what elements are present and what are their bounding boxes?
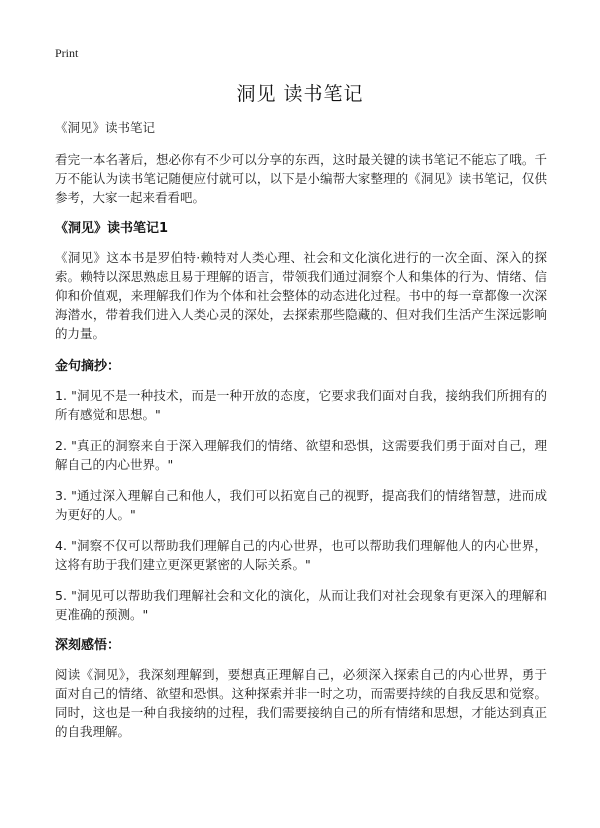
print-link[interactable]: Print [55, 46, 79, 60]
quote-item-1: 1. "洞见不是一种技术，而是一种开放的态度，它要求我们面对自我，接纳我们所拥有的所有感觉和思想。" [55, 388, 547, 422]
page-title: 洞见 读书笔记 [236, 83, 364, 105]
quote-item-2: 2. "真正的洞察来自于深入理解我们的情绪、欲望和恐惧，这需要我们勇于面对自己，理解自己的内心世界。" [55, 438, 547, 472]
document-body [55, 118, 547, 755]
intro-paragraph: 看完一本名著后，想必你有不少可以分享的东西，这时最关键的读书笔记不能忘了哦。千万不能认为读书笔记随便应付就可以，以下是小编帮大家整理的《洞见》读书笔记，仅供参考，大家一起来看看吧。 [55, 152, 547, 205]
quotes-heading: 金句摘抄： [55, 359, 121, 374]
quote-item-3: 3. "通过深入理解自己和他人，我们可以拓宽自己的视野，提高我们的情绪智慧，进而成为更好的人。" [55, 488, 547, 522]
insight-paragraph: 阅读《洞见》，我深刻理解到，要想真正理解自己，必须深入探索自己的内心世界，勇于面对自己的情绪、欲望和恐惧。这种探索并非一时之功，而需要持续的自我反思和觉察。同时，这也是一种自我接纳的过程，我们需要接纳自己的所有情绪和思想，才能达到真正的自我理解。 [55, 667, 547, 739]
quote-item-4: 4. "洞察不仅可以帮助我们理解自己的内心世界，也可以帮助我们理解他人的内心世界，这将有助于我们建立更深更紧密的人际关系。" [55, 538, 547, 572]
document-subtitle: 《洞见》读书笔记 [55, 120, 156, 135]
quote-item-5: 5. "洞见可以帮助我们理解社会和文化的演化，从而让我们对社会现象有更深入的理解和更准确的预测。" [55, 588, 547, 622]
note1-heading: 《洞见》读书笔记1 [55, 221, 169, 236]
insight-heading: 深刻感悟： [55, 638, 121, 653]
note1-paragraph: 《洞见》这本书是罗伯特·赖特对人类心理、社会和文化演化进行的一次全面、深入的探索。赖特以深思熟虑且易于理解的语言，带领我们通过洞察个人和集体的行为、情绪、信仰和价值观，来理解我们作为个体和社会整体的动态进化过程。书中的每一章都像一次深海潜水，带着我们进入人类心灵的深处，去探索那些隐藏的、但对我们生活产生深远影响的力量。 [55, 250, 547, 341]
